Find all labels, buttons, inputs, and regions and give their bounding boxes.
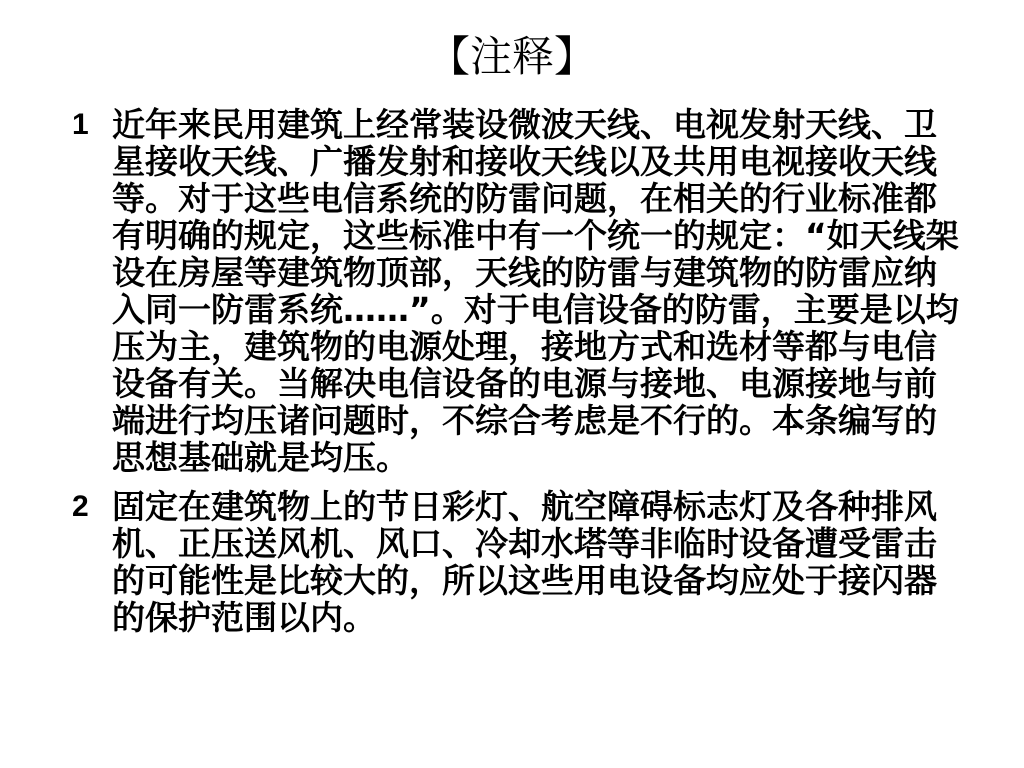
slide-title: 【注释】	[427, 32, 596, 81]
note-text: 近年来民用建筑上经常装设微波天线、电视发射天线、卫星接收天线、广播发射和接收天线以及共用电视接收天线等。对于这些电信系统的防雷问题，在相关的行业标准都有明确的规定，这些标准中有一个统一的规定：“如天线架设在房屋等建筑物顶部，天线的防雷与建筑物的防雷应纳入同一防雷系统……”。对于电信设备的防雷，主要是以均压为主，建筑物的电源处理，接地方式和选材等都与电信设备有关。当解决电信设备的电源与接地、电源接地与前端进行均压诸问题时，不综合考虑是不行的。本条编写的思想基础就是均压。	[112, 105, 959, 477]
notes-list	[72, 106, 968, 648]
note-number: 1	[72, 108, 89, 141]
note-item-2	[72, 488, 968, 636]
note-text: 固定在建筑物上的节日彩灯、航空障碍标志灯及各种排风机、正压送风机、风口、冷却水塔等非临时设备遭受雷击的可能性是比较大的，所以这些用电设备均应处于接闪器的保护范围以内。	[112, 487, 937, 637]
note-item-1	[72, 106, 968, 476]
note-number: 2	[72, 490, 89, 523]
